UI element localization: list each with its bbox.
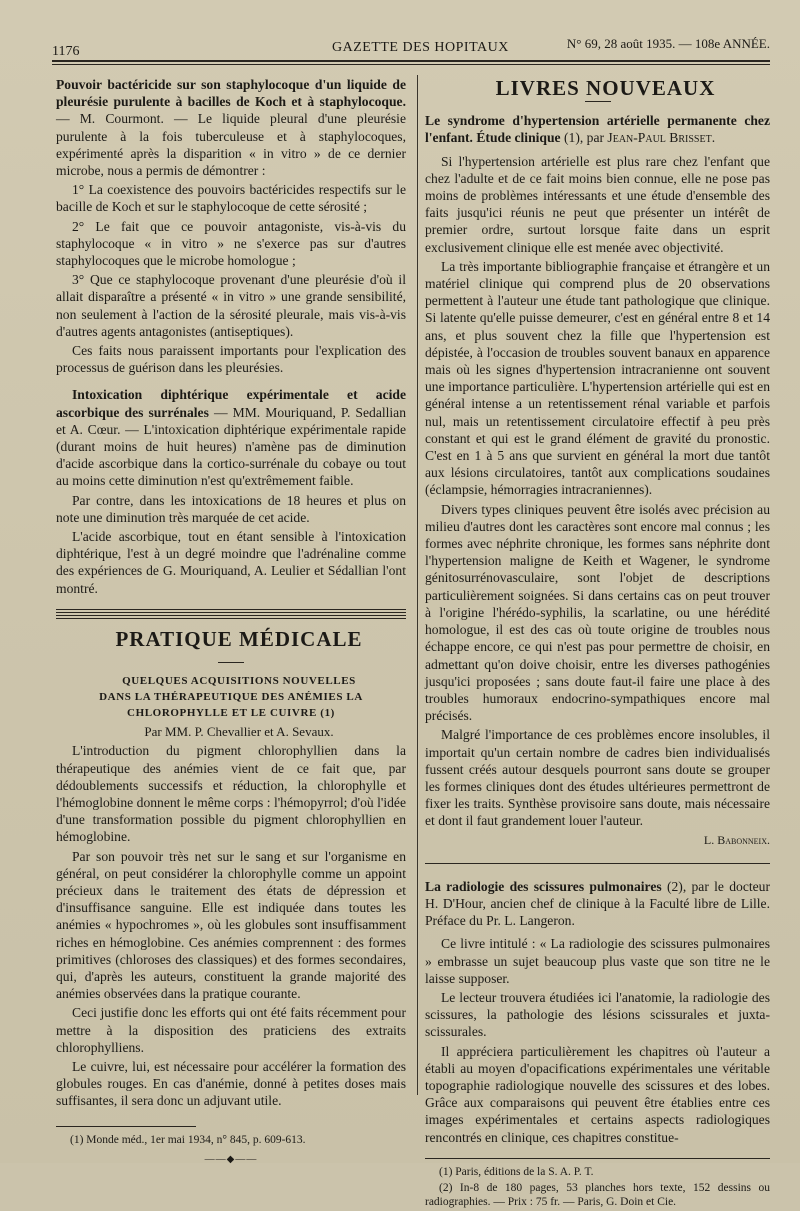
header-rule-thin bbox=[52, 64, 770, 65]
page-number: 1176 bbox=[52, 44, 80, 59]
article-intro: Le liquide pleural d'une pleurésie purulente à la fois tuberculeuse et à staphylocoques, expérimenté après la disparition « in vitro » de ce dernier microbe, nous a permis de démontrer : bbox=[56, 111, 406, 179]
review-separator bbox=[425, 863, 770, 864]
book-title: La radiologie des scissures pulmonaires bbox=[425, 878, 662, 894]
book-title: Le syndrome d'hypertension artérielle permanente chez l'enfant. Étude clinique bbox=[425, 113, 770, 146]
short-rule bbox=[585, 101, 611, 102]
book-author: Jean-Paul Brisset. bbox=[607, 130, 716, 146]
header-rule bbox=[52, 60, 770, 62]
article-authors: Par MM. P. Chevallier et A. Sevaux. bbox=[144, 724, 334, 740]
book-ref: (1), par bbox=[564, 130, 605, 146]
paragraph: Ceci justifie donc les efforts qui ont été faits récemment pour mettre à la disposition des praticiens des extraits chlorophylliens. bbox=[56, 1005, 406, 1055]
paragraph: L'introduction du pigment chlorophyllien dans la thérapeutique des anémies vient de ce fait que, par dédoublements successifs et réduction, la chlorophylle et l'hémoglobine donnent le même corps : l'hémopyrrol; d'où l'idée d'une transformation possible du pigment chlorophyllien en hémoglobine. bbox=[56, 743, 406, 845]
right-column bbox=[425, 76, 770, 1211]
article-title: Pouvoir bactéricide sur son staphylocoque d'un liquide de pleurésie purulente à bacilles de Koch et à staphylocoque. bbox=[56, 77, 406, 110]
book-ref: (2), par le docteur H. D'Hour, ancien chef de clinique à la Faculté libre de Lille. Préface du Pr. L. Langeron. bbox=[425, 878, 771, 929]
paragraph: Le cuivre, lui, est nécessaire pour accélérer la formation des globules rouges. En cas d'anémie, donné à petites doses mais suffisantes, il sera donc un adjuvant utile. bbox=[56, 1058, 406, 1109]
section-rule bbox=[56, 615, 406, 619]
article-author: — MM. Mouriquand, P. Sedallian et A. Cœur. — bbox=[56, 404, 407, 437]
section-title: LIVRES NOUVEAUX bbox=[495, 76, 716, 100]
article-title: Intoxication diphtérique expérimentale et acide ascorbique des surrénales bbox=[56, 387, 406, 420]
book-review-radiologie bbox=[425, 878, 770, 930]
page-header bbox=[52, 32, 770, 60]
article-heading: QUELQUES ACQUISITIONS NOUVELLES DANS LA THÉRAPEUTIQUE DES ANÉMIES LA CHLOROPHYLLE ET LE CUIVRE (1) bbox=[99, 675, 363, 720]
paragraph: 2° Le fait que ce pouvoir antagoniste, vis-à-vis du staphylocoque « in vitro » ne s'exerce pas sur d'autres staphylocoques que le microbe homologue ; bbox=[56, 218, 406, 269]
footnote: (2) In-8 de 180 pages, 53 planches hors texte, 152 dessins ou radiographies. — Prix : 75 fr. — Paris, G. Doin et Cie. bbox=[425, 1181, 770, 1208]
paragraph: Ces faits nous paraissent importants pour l'explication des processus de guérison dans les pleurésies. bbox=[56, 343, 406, 376]
review-signature: L. Babonneix. bbox=[703, 832, 770, 847]
paragraph: Le lecteur trouvera étudiées ici l'anatomie, la radiologie des scissures, la pathologie des lésions scissurales et juxta-scissurales. bbox=[425, 989, 770, 1040]
short-rule bbox=[218, 662, 244, 663]
paragraph: Par son pouvoir très net sur le sang et sur l'organisme en général, on peut considérer la chlorophylle comme un appoint précieux dans le traitement des états de dépression et d'insuffisance sanguine. Elle est indiquée dans toutes les anémies « hypochromes », où les globules sont insuffisamment riches en hémoglobine. Ces anémies comprennent : des formes primitives (chloroses des classiques) et des formes secondaires, qui, d'après les auteurs, constituent la grande majorité des anémies observées dans la pratique courante. bbox=[56, 848, 406, 1002]
column-divider bbox=[417, 75, 418, 1095]
paragraph: L'acide ascorbique, tout en étant sensible à l'intoxication diphtérique, l'est à un degré moindre que l'adrénaline comme des expériences de G. Mouriquand, A. Leulier et Sédallian l'ont montré. bbox=[56, 529, 406, 596]
paragraph: Il appréciera particulièrement les chapitres où l'auteur a établi au moyen d'opacifications expérimentales une véritable topographie radiologique nouvelle des scissures et des lobes. Grâce aux comparaisons qui peuvent être établies entre ces images expérimentales et certains aspects radiologiques rencontrés en clinique, ces chapitres constitue- bbox=[425, 1043, 770, 1145]
footnote-rule bbox=[425, 1158, 770, 1159]
book-review-hypertension bbox=[425, 112, 770, 146]
ornament: ——◆—— bbox=[204, 1153, 258, 1165]
paragraph: Divers types cliniques peuvent être isolés avec précision au milieu d'autres dont les caractères sont encore mal connus ; les formes avec néphrite chronique, les formes sans néphrite dont l'hypertension maligne de Keith et Wagener, le syndrome génitosurrénovasculaire, sont l'objet de descriptions particulièrement soignées. Si dans certains cas on peut trouver à l'origine l'hérédo-syphilis, la scarlatine, ou une hérédité homologue, il est des cas où toute origine de troubles nous échappe encore, ce qui n'est pas pour permettre de choisir, en admettant qu'on doive choisir, entre les diverses pathogénies jusqu'ici proposées ; sans doute faut-il faire une place à des troubles humoraux endocrino-sympathiques encore mal précisés. bbox=[425, 501, 770, 724]
article-diphterie bbox=[56, 386, 406, 489]
paragraph: La très importante bibliographie française et étrangère et un matériel clinique qui comprend plus de 20 observations permettent à l'auteur une étude tant pathologique que clinique. Si latente qu'elle puisse demeurer, c'est en général entre 8 et 14 ans, et plus souvent chez la fille que l'hypertension est dépistée, à l'occasion de troubles souvent banaux en apparence mais où les signes d'hypertension intracranienne ont souvent une importance particulière. L'hypertension artérielle qui est en général intense a un retentissement rénal variable et parfois nul, mais un retentissement circulatoire effectif à peu près constant et qui est le grand élément de gravité du pronostic. C'est en 1 à 5 ans que survient en général la mort due tantôt aux lésions circulatoires, tantôt aux complications soudaines (éclampsie, hémorragies intracraniennes). bbox=[425, 258, 770, 498]
left-column bbox=[56, 76, 406, 1168]
journal-title: GAZETTE DES HOPITAUX bbox=[332, 40, 509, 55]
footnote-rule bbox=[56, 1126, 196, 1127]
footnote: (1) Paris, éditions de la S. A. P. T. bbox=[439, 1165, 594, 1178]
paragraph: Malgré l'importance de ces problèmes encore insolubles, il importait qu'un certain nombre de cadres bien individualisés fussent créés autour desquels pourront sans doute se grouper les formes cliniques dont des études ultérieures permettront de fixer les traits. Synthèse provisoire sans doute, mais nécessaire et dont il faut grandement louer l'auteur. bbox=[425, 727, 770, 829]
section-title: PRATIQUE MÉDICALE bbox=[115, 626, 363, 651]
paragraph: Si l'hypertension artérielle est plus rare chez l'enfant que chez l'adulte et de ce fait moins bien connue, elle ne pose pas moins de problèmes intéressants et une étude d'ensemble des faits jusqu'ici réunis ne peut que présenter un intérêt de premier ordre, surtout lorsque faite dans un esprit exclusivement clinique elle est menée avec objectivité. bbox=[425, 153, 770, 255]
issue-info: N° 69, 28 août 1935. — 108e ANNÉE. bbox=[566, 36, 770, 51]
paragraph: 1° La coexistence des pouvoirs bactéricides respectifs sur le bacille de Koch et sur le staphylocoque de cette sérosité ; bbox=[56, 182, 406, 215]
paragraph: Par contre, dans les intoxications de 18 heures et plus on note une diminution très marquée de cet acide. bbox=[56, 492, 406, 525]
article-bactericide bbox=[56, 76, 406, 179]
paragraph: 3° Que ce staphylocoque provenant d'une pleurésie d'où il allait disparaître a présenté « in vitro » une grande sensibilité, non seulement à l'action de la sérosité pleurale, mais vis-à-vis d'autres agents antagonistes (antiseptiques). bbox=[56, 272, 406, 339]
article-intro: L'intoxication diphtérique expérimentale rapide (durant moins de huit heures) n'amène pas de diminution d'acide ascorbique dans la cortico-surrénale du cobaye ou tout au moins cette diminution n'est qu'extrêmement faible. bbox=[56, 421, 407, 489]
paragraph: Ce livre intitulé : « La radiologie des scissures pulmonaires » embrasse un sujet beaucoup plus vaste que son titre ne le laisse supposer. bbox=[425, 936, 770, 986]
footnote: (1) Monde méd., 1er mai 1934, n° 845, p. 609-613. bbox=[70, 1133, 306, 1146]
article-author: — M. Courmont. — bbox=[56, 111, 188, 127]
section-rule bbox=[56, 609, 406, 613]
